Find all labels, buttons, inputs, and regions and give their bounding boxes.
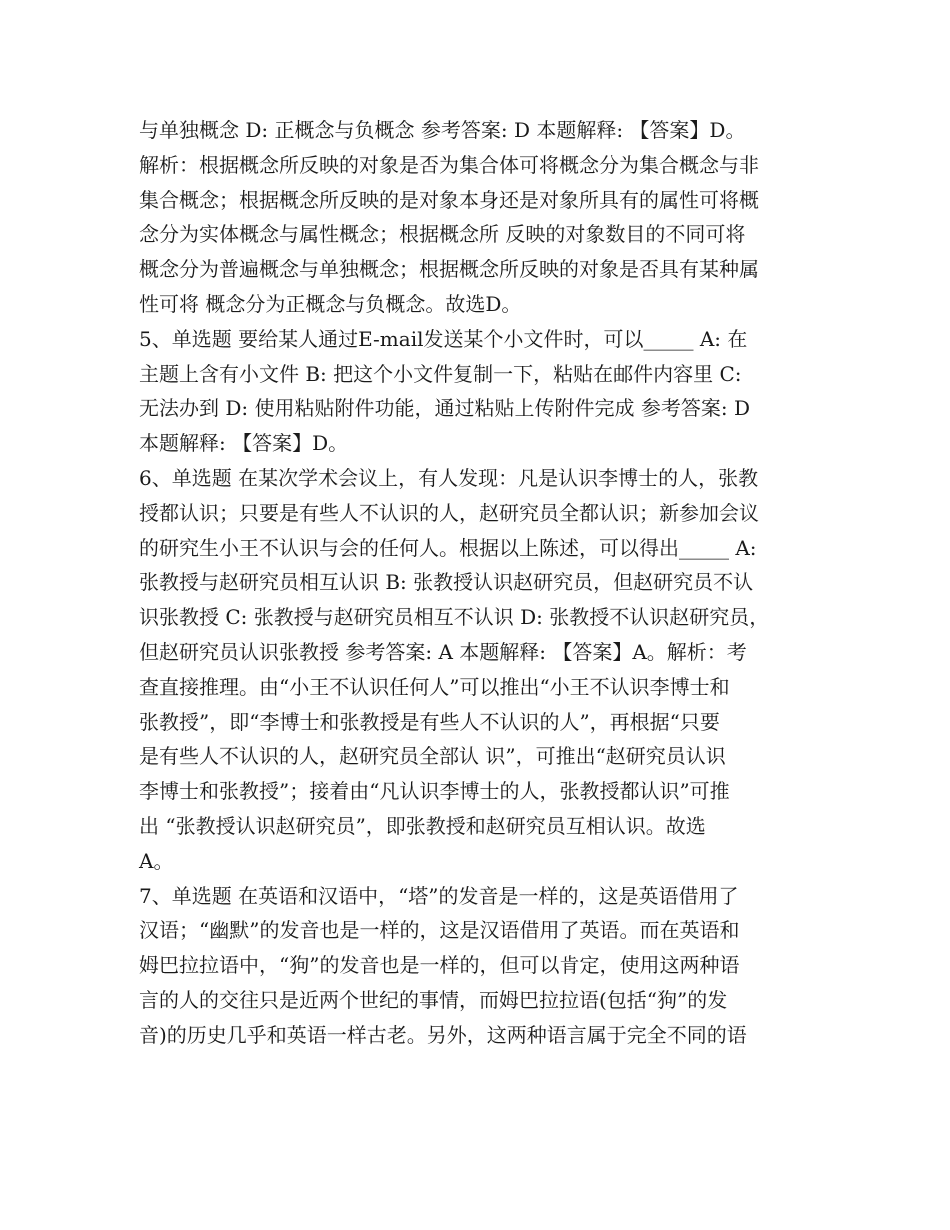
text-line: 李博士和张教授”；接着由“凡认识李博士的人，张教授都认识”可推 [139, 779, 730, 804]
text-line: 音)的历史几乎和英语一样古老。另外，这两种语言属于完全不同的语 [139, 1022, 747, 1047]
text-line: 姆巴拉拉语中，“狗”的发音也是一样的，但可以肯定，使用这两种语 [139, 953, 740, 978]
text-line: 集合概念；根据概念所反映的是对象本身还是对象所具有的属性可将概 [139, 187, 759, 212]
document-body [139, 113, 829, 1053]
question-7-line: 7、单选题 在英语和汉语中，“塔”的发音是一样的，这是英语借用了 [139, 883, 739, 908]
text-line: 性可将 概念分为正概念与负概念。故选D。 [139, 291, 522, 316]
text-line: 无法办到 D: 使用粘贴附件功能，通过粘贴上传附件完成 参考答案: D [139, 396, 750, 421]
text-line: 张教授与赵研究员相互认识 B: 张教授认识赵研究员，但赵研究员不认 [139, 570, 754, 595]
text-line: 授都认识；只要是有些人不认识的人，赵研究员全都认识；新参加会议 [139, 500, 759, 525]
text-line: 本题解释: 【答案】D。 [139, 431, 349, 456]
text-line: A。 [139, 848, 174, 873]
question-5-line: 5、单选题 要给某人通过E-mail发送某个小文件时，可以_____ A: 在 [139, 326, 748, 351]
text-line: 与单独概念 D: 正概念与负概念 参考答案: D 本题解释: 【答案】D。 [139, 118, 746, 142]
text-line: 但赵研究员认识张教授 参考答案: A 本题解释: 【答案】A。解析：考 [139, 639, 747, 664]
text-line: 张教授”，即“李博士和张教授是有些人不认识的人”，再根据“只要 [139, 709, 720, 734]
text-line: 识张教授 C: 张教授与赵研究员相互不认识 D: 张教授不认识赵研究员， [139, 605, 770, 630]
text-line: 汉语；“幽默”的发音也是一样的，这是汉语借用了英语。而在英语和 [139, 918, 740, 943]
text-line: 言的人的交往只是近两个世纪的事情，而姆巴拉拉语(包括“狗”的发 [139, 987, 728, 1012]
text-line: 是有些人不认识的人，赵研究员全部认 识”，可推出“赵研究员认识 [139, 744, 726, 769]
text-line: 念分为实体概念与属性概念；根据概念所 反映的对象数目的不同可将 [139, 222, 746, 247]
text-line: 概念分为普遍概念与单独概念；根据概念所反映的对象是否具有某种属 [139, 257, 759, 282]
text-line: 解析：根据概念所反映的对象是否为集合体可将概念分为集合概念与非 [139, 152, 759, 177]
text-line: 的研究生小王不认识与会的任何人。根据以上陈述，可以得出_____ A: [139, 535, 757, 560]
text-line: 主题上含有小文件 B: 把这个小文件复制一下，粘贴在邮件内容里 C: [139, 361, 742, 386]
text-line: 出 “张教授认识赵研究员”，即张教授和赵研究员互相认识。故选 [139, 813, 706, 838]
question-6-line: 6、单选题 在某次学术会议上，有人发现：凡是认识李博士的人，张教 [139, 465, 759, 490]
text-line: 查直接推理。由“小王不认识任何人”可以推出“小王不认识李博士和 [139, 674, 730, 699]
